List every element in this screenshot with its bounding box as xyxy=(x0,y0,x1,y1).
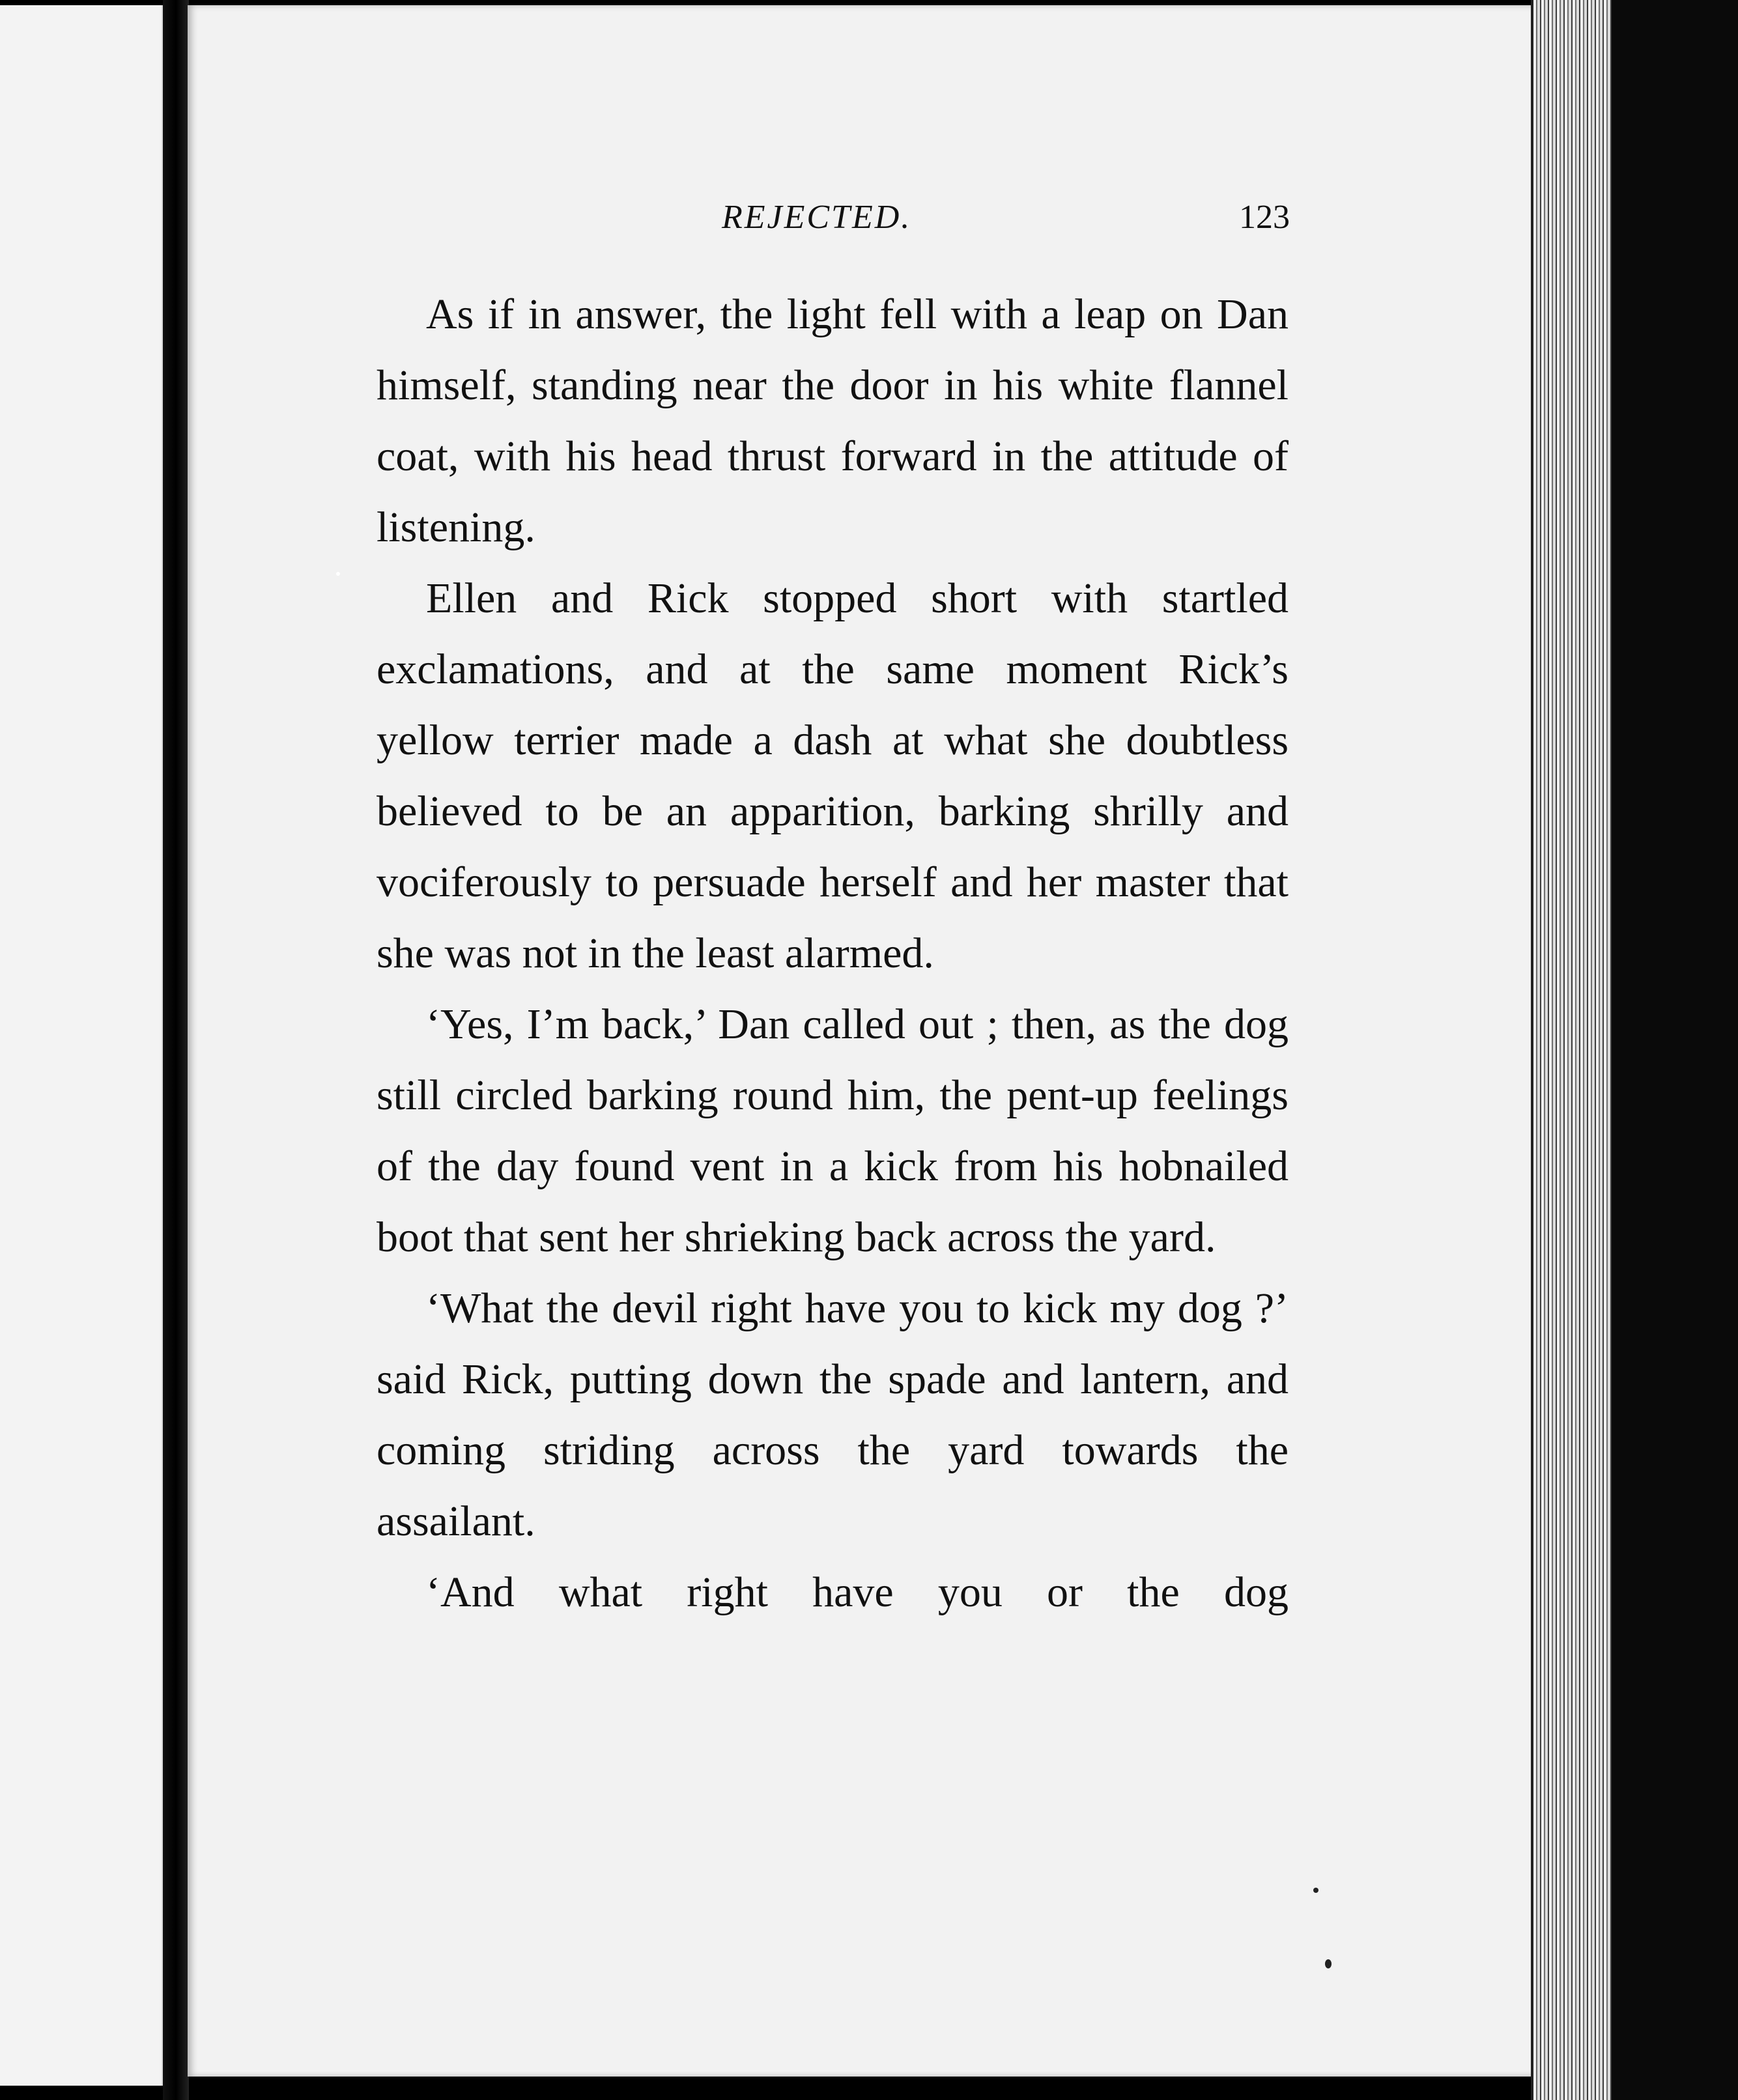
body-text xyxy=(377,279,1289,1628)
page-number: 123 xyxy=(1239,199,1290,236)
facing-page-edge xyxy=(0,5,165,2086)
running-head: REJECTED. xyxy=(722,199,912,236)
paragraph: ‘What the devil right have you to kick my dog ?’ said Rick, putting down the spade and lantern, and coming striding across the yard towards the assailant. xyxy=(377,1284,1289,1545)
paragraph: As if in answer, the light fell with a leap on Dan himself, standing near the door in his white flannel coat, with his head thrust forward in the attitude of listening. xyxy=(377,291,1289,551)
paragraph: ‘And what right have you or the dog xyxy=(426,1568,1289,1616)
paragraph: ‘Yes, I’m back,’ Dan called out ; then, as the dog still circled barking round him, the pent-up feelings of the day found vent in a kick from his hobnailed boot that sent her shrieking back across the yard. xyxy=(377,1000,1289,1261)
book-gutter xyxy=(163,0,189,2100)
dust-speck xyxy=(1325,1959,1332,1968)
dust-speck xyxy=(1313,1888,1318,1893)
scan-background xyxy=(1612,0,1738,2100)
book-page xyxy=(188,5,1532,2077)
page-fore-edge xyxy=(1531,0,1614,2100)
dust-speck xyxy=(336,572,340,576)
page-header xyxy=(188,198,1532,250)
paragraph: Ellen and Rick stopped short with startled exclamations, and at the same moment Rick’s yellow terrier made a dash at what she doubtless believed to be an apparition, barking shrilly and vociferously to persuade herself and her master that she was not in the least alarmed. xyxy=(377,575,1289,977)
